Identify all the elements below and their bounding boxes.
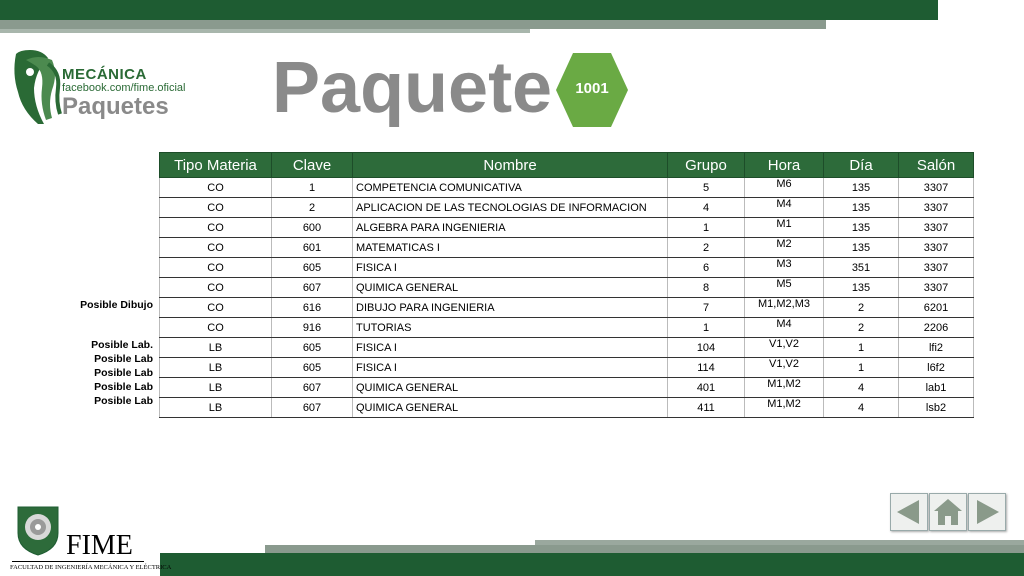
page-title: Paquete xyxy=(272,48,553,128)
top-gray-bar xyxy=(0,20,826,29)
table-row xyxy=(160,378,974,398)
cell-grupo: 4 xyxy=(668,198,745,218)
triangle-left-icon xyxy=(891,494,927,530)
cell-dia: 4 xyxy=(824,378,899,398)
cell-tipo: LB xyxy=(160,358,272,378)
cell-dia: 135 xyxy=(824,218,899,238)
top-dark-bar xyxy=(0,0,938,20)
cell-nombre: QUIMICA GENERAL xyxy=(353,278,668,298)
cell-grupo: 7 xyxy=(668,298,745,318)
cell-dia: 1 xyxy=(824,338,899,358)
cell-clave: 600 xyxy=(272,218,353,238)
cell-clave: 2 xyxy=(272,198,353,218)
cell-salon: 3307 xyxy=(899,198,974,218)
cell-hora: M5 xyxy=(745,278,824,298)
cell-tipo: CO xyxy=(160,318,272,338)
schedule-table xyxy=(159,152,974,418)
side-note-posible-lab-2: Posible Lab xyxy=(94,353,153,365)
bottom-gray-bar xyxy=(265,545,1024,553)
column-header-nombre: Nombre xyxy=(353,153,668,178)
cell-tipo: CO xyxy=(160,218,272,238)
cell-clave: 605 xyxy=(272,358,353,378)
cell-tipo: CO xyxy=(160,238,272,258)
table-row xyxy=(160,258,974,278)
cell-clave: 607 xyxy=(272,398,353,418)
logo-facebook-url: facebook.com/fime.oficial xyxy=(62,82,186,94)
cell-salon: 3307 xyxy=(899,178,974,198)
cell-nombre: COMPETENCIA COMUNICATIVA xyxy=(353,178,668,198)
cell-nombre: MATEMATICAS I xyxy=(353,238,668,258)
cell-grupo: 6 xyxy=(668,258,745,278)
cell-clave: 1 xyxy=(272,178,353,198)
cell-dia: 351 xyxy=(824,258,899,278)
table-row xyxy=(160,358,974,378)
house-icon xyxy=(930,494,966,530)
cell-nombre: FISICA I xyxy=(353,338,668,358)
side-note-posible-lab-3: Posible Lab xyxy=(94,367,153,379)
fime-divider xyxy=(12,561,144,562)
cell-clave: 605 xyxy=(272,338,353,358)
cell-tipo: LB xyxy=(160,378,272,398)
cell-grupo: 2 xyxy=(668,238,745,258)
cell-nombre: DIBUJO PARA INGENIERIA xyxy=(353,298,668,318)
cell-tipo: CO xyxy=(160,298,272,318)
cell-hora: M4 xyxy=(745,318,824,338)
cell-nombre: FISICA I xyxy=(353,358,668,378)
cell-tipo: LB xyxy=(160,338,272,358)
home-button[interactable] xyxy=(929,493,967,531)
cell-dia: 4 xyxy=(824,398,899,418)
cell-grupo: 114 xyxy=(668,358,745,378)
bottom-dark-bar xyxy=(160,553,1024,576)
table-row xyxy=(160,338,974,358)
table-row xyxy=(160,178,974,198)
next-slide-button[interactable] xyxy=(968,493,1006,531)
table-row xyxy=(160,278,974,298)
cell-clave: 605 xyxy=(272,258,353,278)
table-row xyxy=(160,218,974,238)
cell-grupo: 1 xyxy=(668,218,745,238)
cell-hora: V1,V2 xyxy=(745,358,824,378)
cell-dia: 135 xyxy=(824,238,899,258)
cell-tipo: CO xyxy=(160,258,272,278)
cell-salon: 3307 xyxy=(899,218,974,238)
cell-grupo: 5 xyxy=(668,178,745,198)
table-row xyxy=(160,298,974,318)
cell-dia: 135 xyxy=(824,198,899,218)
cell-grupo: 411 xyxy=(668,398,745,418)
column-header-clave: Clave xyxy=(272,153,353,178)
cell-tipo: LB xyxy=(160,398,272,418)
cell-tipo: CO xyxy=(160,198,272,218)
table-header-row xyxy=(160,153,974,178)
table-row xyxy=(160,318,974,338)
cell-clave: 607 xyxy=(272,378,353,398)
table-body xyxy=(160,178,974,418)
cell-salon: 6201 xyxy=(899,298,974,318)
cell-salon: lfi2 xyxy=(899,338,974,358)
cell-hora: M1,M2,M3 xyxy=(745,298,824,318)
column-header-dia: Día xyxy=(824,153,899,178)
cell-salon: 3307 xyxy=(899,238,974,258)
column-header-tipo: Tipo Materia xyxy=(160,153,272,178)
cell-clave: 616 xyxy=(272,298,353,318)
column-header-grupo: Grupo xyxy=(668,153,745,178)
side-note-posible-lab-1: Posible Lab. xyxy=(91,339,153,351)
cell-dia: 1 xyxy=(824,358,899,378)
cell-nombre: APLICACION DE LAS TECNOLOGIAS DE INFORMACION xyxy=(353,198,668,218)
cell-grupo: 1 xyxy=(668,318,745,338)
top-light-bar xyxy=(0,29,530,33)
cell-grupo: 401 xyxy=(668,378,745,398)
cell-dia: 135 xyxy=(824,278,899,298)
cell-grupo: 104 xyxy=(668,338,745,358)
cell-salon: lab1 xyxy=(899,378,974,398)
cell-salon: 2206 xyxy=(899,318,974,338)
cell-dia: 2 xyxy=(824,298,899,318)
cell-salon: l6f2 xyxy=(899,358,974,378)
fime-brand: FIME xyxy=(66,530,133,561)
fime-seal-icon xyxy=(14,503,62,557)
cell-nombre: QUIMICA GENERAL xyxy=(353,378,668,398)
column-header-hora: Hora xyxy=(745,153,824,178)
cell-grupo: 8 xyxy=(668,278,745,298)
cell-nombre: FISICA I xyxy=(353,258,668,278)
cell-clave: 601 xyxy=(272,238,353,258)
side-note-posible-lab-5: Posible Lab xyxy=(94,395,153,407)
cell-tipo: CO xyxy=(160,278,272,298)
cell-clave: 916 xyxy=(272,318,353,338)
table-row xyxy=(160,238,974,258)
cell-tipo: CO xyxy=(160,178,272,198)
package-number: 1001 xyxy=(575,80,609,97)
cell-nombre: ALGEBRA PARA INGENIERIA xyxy=(353,218,668,238)
column-header-salon: Salón xyxy=(899,153,974,178)
table-row xyxy=(160,398,974,418)
cell-hora: V1,V2 xyxy=(745,338,824,358)
table-row xyxy=(160,198,974,218)
cell-salon: lsb2 xyxy=(899,398,974,418)
cell-hora: M1,M2 xyxy=(745,378,824,398)
cell-hora: M1 xyxy=(745,218,824,238)
logo-title: MECÁNICA xyxy=(62,66,147,83)
previous-slide-button[interactable] xyxy=(890,493,928,531)
cell-hora: M4 xyxy=(745,198,824,218)
cell-dia: 2 xyxy=(824,318,899,338)
logo-subtitle: Paquetes xyxy=(62,93,169,120)
fime-subtitle: FACULTAD DE INGENIERÍA MECÁNICA Y ELÉCTRICA xyxy=(10,564,172,571)
triangle-right-icon xyxy=(969,494,1005,530)
cell-salon: 3307 xyxy=(899,278,974,298)
cell-hora: M2 xyxy=(745,238,824,258)
cell-nombre: QUIMICA GENERAL xyxy=(353,398,668,418)
cell-hora: M1,M2 xyxy=(745,398,824,418)
cell-nombre: TUTORIAS xyxy=(353,318,668,338)
cell-clave: 607 xyxy=(272,278,353,298)
cell-salon: 3307 xyxy=(899,258,974,278)
side-note-posible-dibujo: Posible Dibujo xyxy=(80,299,153,311)
cell-hora: M6 xyxy=(745,178,824,198)
cell-hora: M3 xyxy=(745,258,824,278)
cell-dia: 135 xyxy=(824,178,899,198)
side-note-posible-lab-4: Posible Lab xyxy=(94,381,153,393)
